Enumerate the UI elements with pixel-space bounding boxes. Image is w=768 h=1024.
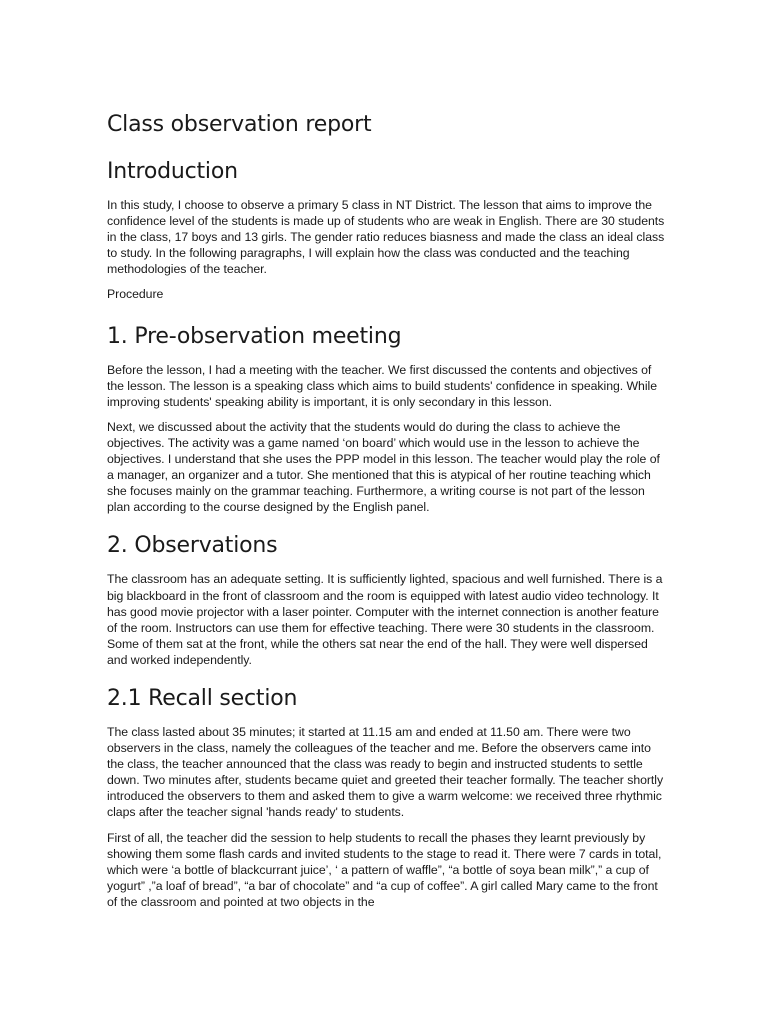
section-paragraph: The class lasted about 35 minutes; it started at 11.15 am and ended at 11.50 am. There were two observers in the class, namely the colleagues of the teacher and me. Before the observers came into the class, the teacher announced that the class was ready to begin and instructed students to settle down. Two minutes after, students became quiet and greeted their teacher formally. The teacher shortly introduced the observers to them and asked them to give a warm welcome: we received three rhythmic claps after the teacher signal 'hands ready' to students. xyxy=(107,724,664,820)
introduction-heading: Introduction xyxy=(107,159,238,184)
section-paragraph: The classroom has an adequate setting. It is sufficiently lighted, spacious and well furnished. There is a big blackboard in the front of classroom and the room is equipped with latest audio video technology. It has good movie projector with a laser pointer. Computer with the internet connection is another feature of the room. Instructors can use them for effective teaching. There were 30 students in the classroom. Some of them sat at the front, while the others sat near the end of the hall. They were well dispersed and worked independently. xyxy=(107,572,663,667)
section-heading-pre-observation: 1. Pre-observation meeting xyxy=(107,323,402,349)
section-heading-observations: 2. Observations xyxy=(107,533,278,559)
document-title: Class observation report xyxy=(107,112,372,137)
document-page xyxy=(107,108,667,919)
section-paragraph: First of all, the teacher did the session to help students to recall the phases they learnt previously by showing them some flash cards and invited students to the stage to read it. There were 7 cards in total, which were ‘a bottle of blackcurrant juice’, ‘ a pattern of waffle”, “a bottle of soya bean milk”,” a cup of yogurt” ,”a loaf of bread”, “a bar of chocolate” and “a cup of coffee”. A girl called Mary came to the front of the classroom and pointed at two objects in the xyxy=(107,830,662,909)
section-paragraph: Next, we discussed about the activity that the students would do during the class to achieve the objectives. The activity was a game named ‘on board’ which would use in the lesson to achieve the objectives. I understand that she uses the PPP model in this lesson. The teacher would play the role of a manager, an organizer and a tutor. She mentioned that this is atypical of her routine teaching which she focuses mainly on the grammar teaching. Furthermore, a writing course is not part of the lesson plan according to the course designed by the English panel. xyxy=(107,419,660,515)
section-heading-recall: 2.1 Recall section xyxy=(107,685,298,711)
procedure-label: Procedure xyxy=(107,287,164,302)
introduction-paragraph: In this study, I choose to observe a primary 5 class in NT District. The lesson that aims to improve the confidence level of the students is made up of students who are weak in English. There are 30 students in the class, 17 boys and 13 girls. The gender ratio reduces biasness and made the class an ideal class to study. In the following paragraphs, I will explain how the class was conducted and the teaching methodologies of the teacher. xyxy=(107,198,665,277)
section-paragraph: Before the lesson, I had a meeting with the teacher. We first discussed the contents and objectives of the lesson. The lesson is a speaking class which aims to build students' confidence in speaking. While improving students' speaking ability is important, it is only secondary in this lesson. xyxy=(107,362,658,409)
